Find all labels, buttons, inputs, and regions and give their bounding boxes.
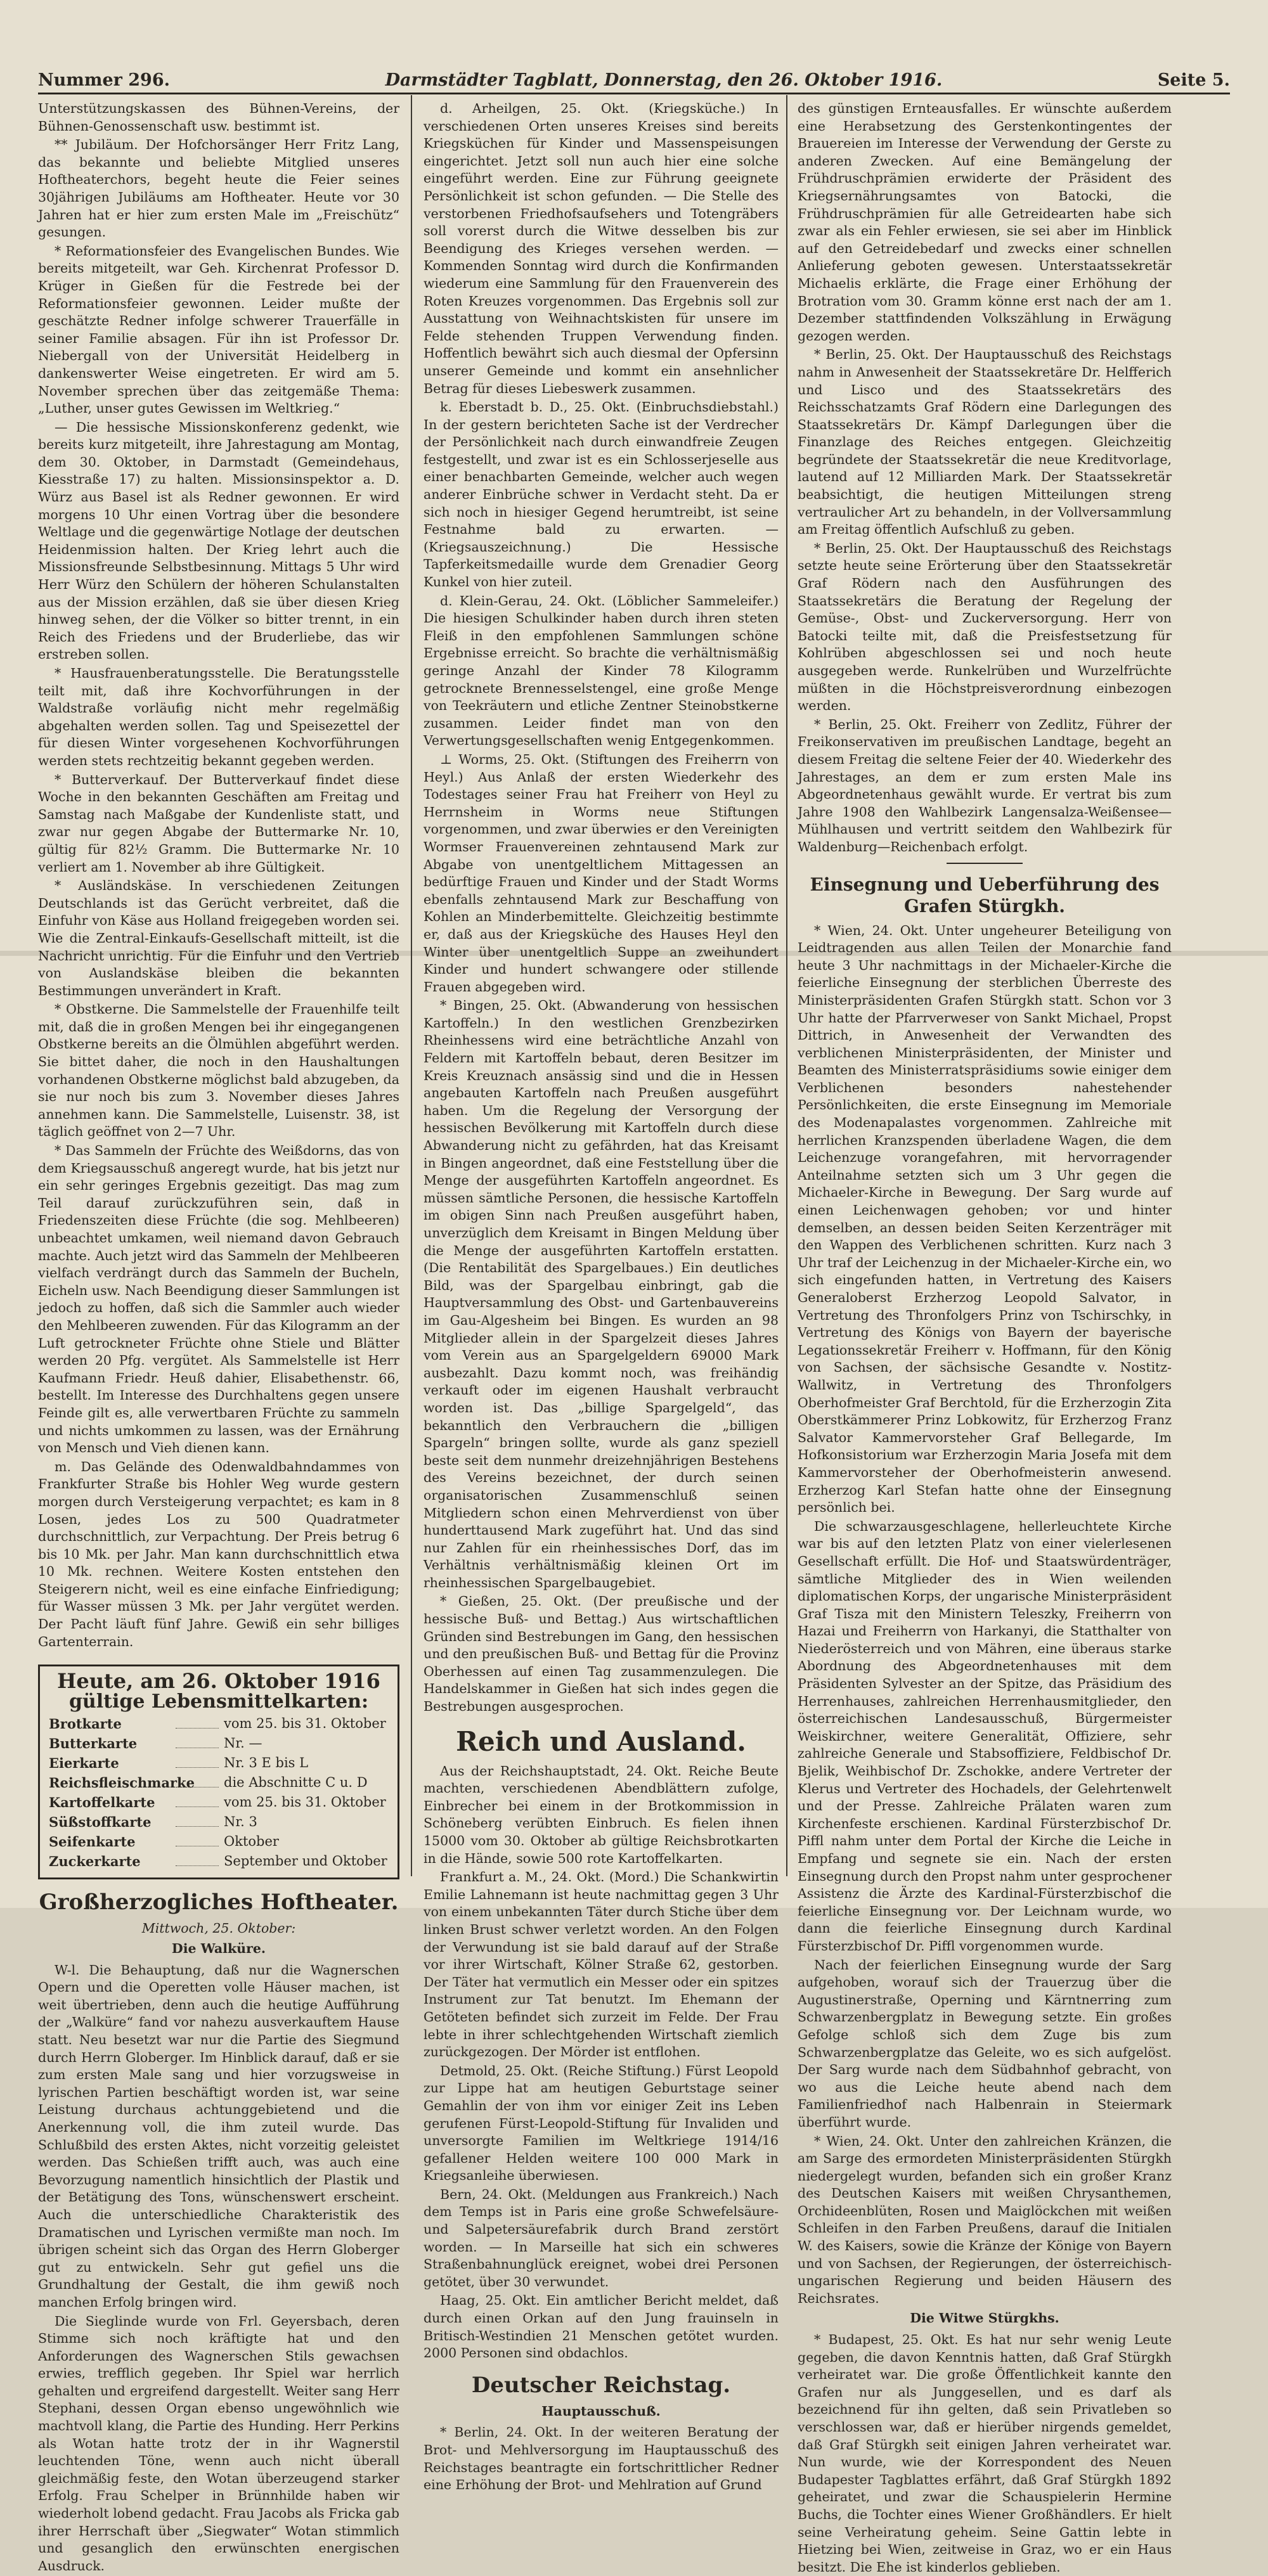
column-divider [411, 95, 412, 1876]
ration-card-name: Zuckerkarte [49, 1853, 141, 1870]
article-berlin: * Berlin, 25. Okt. Der Hauptausschuß des Reichstags nahm in Anwesenheit der Staatssekretäre Dr. Helfferich und Lisco und des Staatssekretärs des Reichsschatzamts Graf Rödern eine Darlegungen des Staatssekretärs Dr. Kämpf Darlegungen über die Finanzlage des Reiches entgegen. Gleichzeitig begründete der Staatssekretär die neue Kreditvorlage, lautend auf 12 Milliarden Mark. Der Staatssekretär beabsichtigt, die heutigen Mitteilungen streng vertraulicher Art zu behandeln, in der Vollversammlung am Freitag öffentlich Aufschluß zu geben. [798, 347, 1172, 538]
article-reichshauptstadt: Aus der Reichshauptstadt, 24. Okt. Reiche Beute machten, verschiedenen Abendblättern zufolge, Einbrecher bei einem in der Brotkommission in Schöneberg verübten Einbruch. Es fielen ihnen 15000 vom 30. Oktober ab gültige Reichsbrotkarten in die Hände, sowie 500 rote Kartoffelkarten. [424, 1763, 779, 1866]
ration-cards-box [38, 1665, 399, 1879]
section-heading-reichstag: Deutscher Reichstag. [471, 2372, 731, 2398]
ration-card-name: Süßstoffkarte [49, 1814, 152, 1831]
section-heading-reich: Reich und Ausland. [456, 1725, 746, 1757]
theater-play-title: Die Walküre. [171, 1941, 266, 1957]
ration-row [49, 1753, 389, 1773]
column-3 [798, 100, 1172, 2575]
masthead-title: Darmstädter Tagblatt, Donnerstag, den 26. Oktober 1916. [385, 70, 943, 90]
ration-row [49, 1812, 389, 1832]
article-text: Unterstützungskassen des Bühnen-Vereins, der Bühnen-Genossenschaft usw. bestimmt ist. [38, 101, 399, 134]
issue-number: Nummer 296. [38, 70, 171, 90]
article-jubilaeum: ** Jubiläum. Der Hofchorsänger Herr Fritz Lang, das bekannte und beliebte Mitglied unseres Hoftheaterchors, begeht heute die Feier seines 30jährigen Jubiläums am Hoftheater. Heute vor 30 Jahren hat er hier zum ersten Male im „Freischütz“ gesungen. [38, 137, 399, 240]
article-klein-gerau: d. Klein-Gerau, 24. Okt. (Löblicher Sammeleifer.) Die hiesigen Schulkinder haben durch ihren steten Fleiß in den empfohlenen Sammlungen schöne Ergebnisse erreicht. So brachte die verhältnismäßig geringe Anzahl der Kinder 78 Kilogramm getrocknete Brennesselstengel, eine große Menge von Teekräutern und etliche Zentner Steinobstkerne zusammen. Leider findet man von den Verwertungsgesellschaften wenig Entgegenkommen. [424, 593, 779, 749]
article-auslandskaese: * Ausländskäse. In verschiedenen Zeitungen Deutschlands ist das Gerücht verbreitet, daß die Einfuhr von Käse aus Holland freigegeben worden sei. Wie die Zentral-Einkaufs-Gesellschaft mitteilt, ist die Nachricht unrichtig. Für die Einfuhr und den Vertrieb von Auslandskäse bleiben die bekannten Bestimmungen unverändert in Kraft. [38, 878, 399, 998]
ration-row [49, 1773, 389, 1793]
article-wien: Nach der feierlichen Einsegnung wurde der Sarg aufgehoben, worauf sich der Trauerzug über die Augustinerstraße, Operning und Kärntnerring zum Schwarzenbergplatz in Bewegung setzte. Ein großes Gefolge schloß sich dem Zuge bis zum Schwarzenbergplatze das Geleite, wo es sich aufgelöst. Der Sarg wurde nach dem Südbahnhof gebracht, von wo aus die Leiche heute abend nach dem Familienfriedhof nach Halbenrain in Steiermark überführt wurde. [798, 1957, 1172, 2130]
subsection-hauptausschuss: Hauptausschuß. [541, 2403, 661, 2419]
ration-card-validity: vom 25. bis 31. Oktober [224, 1716, 386, 1732]
ration-card-validity: September und Oktober [224, 1853, 387, 1869]
ration-card-validity: vom 25. bis 31. Oktober [224, 1794, 386, 1810]
ration-row [49, 1832, 389, 1852]
ration-box-title: Heute, am 26. Oktober 1916 [57, 1669, 380, 1694]
article-wien: * Wien, 24. Okt. Unter den zahlreichen Kränzen, die am Sarge des ermordeten Ministerpräsidenten Stürgkh niedergelegt wurden, befanden sich ein großer Kranz des Deutschen Kaisers mit weißen Chrysanthemen, Orchideenblüten, Rosen und Maiglöckchen mit weißen Schleifen in den Farben Preußens, darauf die Initialen W. des Kaisers, sowie die Kränze der Könige von Bayern und von Sachsen, der Regierungen, der österreichisch-ungarischen Regierung und beiden Häusern des Reichsrates. [798, 2133, 1172, 2306]
dotted-leader [176, 1753, 219, 1768]
article-budapest: * Budapest, 25. Okt. Es hat nur sehr wenig Leute gegeben, die davon Kenntnis hatten, daß Graf Stürgkh verheiratet war. Die große Öffentlichkeit kannte den Grafen nur als Junggesellen, und es darf als bezeichnend für ihn gelten, daß sein Privatleben so verschlossen war, daß er hierüber nirgends gemeldet, daß Graf Stürgkh seit einigen Jahren verheiratet war. Nun wurde, wie der Korrespondent des Neuen Budapester Tagblattes erfährt, daß Graf Stürgkh 1892 geheiratet, und zwar die Schauspielerin Hermine Buchs, die Tochter eines Wiener Großhändlers. Er hielt seine Verheiratung geheim. Seine Gattin lebte in Hietzing bei Wien, zeitweise in Graz, wo er ein Haus besitzt. Die Ehe ist kinderlos geblieben. [798, 2332, 1172, 2575]
ration-row [49, 1793, 389, 1812]
ration-card-validity: Nr. — [224, 1736, 262, 1751]
ration-card-validity: Oktober [224, 1834, 279, 1850]
article-berlin: * Berlin, 25. Okt. Freiherr von Zedlitz, Führer der Freikonservativen im preußischen Landtage, begeht an diesem Freitag die seltene Feier der 40. Wiederkehr des Jahrestages, an dem er zum ersten Male ins Abgeordnetenhaus gewählt wurde. Er vertrat bis zum Jahre 1908 den Wahlbezirk Langensalza-Weißensee—Mühlhausen und vertritt seitdem den Wahlbezirk für Waldenburg—Reichenbach erfolgt. [798, 716, 1172, 854]
theater-date: Mittwoch, 25. Oktober: [141, 1921, 296, 1936]
ration-card-validity: Nr. 3 E bis L [224, 1755, 309, 1771]
column-1 [38, 100, 399, 2573]
column-divider [786, 95, 787, 1876]
article-hausfrauen: * Hausfrauenberatungsstelle. Die Beratungsstelle teilt mit, daß ihre Kochvorführungen in der Waldstraße vorläufig nicht mehr regelmäßig abgehalten werden sollen. Tag und Speisezettel der für diesen Winter vorgesehenen Kochvorführungen werden stets rechtzeitig bekannt gegeben werden. [38, 666, 399, 768]
ration-card-name: Brotkarte [49, 1716, 122, 1732]
dotted-leader [176, 1852, 219, 1866]
ration-card-validity: die Abschnitte C u. D [224, 1775, 368, 1791]
dotted-leader [176, 1773, 219, 1787]
article-berlin: * Berlin, 25. Okt. Der Hauptausschuß des Reichstags setzte heute seine Erörterung über den Staatssekretär Graf Rödern nach den Ausführungen des Staatssekretärs die Beratung der Regelung der Gemüse-, Obst- und Zuckerversorgung. Herr von Batocki teilte mit, daß die Preisfestsetzung für Kohlrüben abgeschlossen sei und noch heute ausgegeben werde. Runkelrüben und Wurzelfrüchte müßten in die Höchstpreisverordnung einbezogen werden. [798, 540, 1172, 714]
article-weissdorn: * Das Sammeln der Früchte des Weißdorns, das von dem Kriegsausschuß angeregt wurde, hat bis jetzt nur ein sehr geringes Ergebnis gezeitigt. Das mag zum Teil darauf zurückzuführen sein, daß in Friedenszeiten diese Früchte (die sog. Mehlbeeren) unbeachtet umkamen, weil niemand davon Gebrauch machte. Auch jetzt wird das Sammeln der Mehlbeeren vielfach verdrängt durch das Sammeln der Bucheln, Eicheln usw. Nach Beendigung dieser Sammlungen ist jedoch zu hoffen, daß sich die Sammler auch wieder den Mehlbeeren zuwenden. Für das Kilogramm an der Luft getrockneter Früchte ohne Stiele und Blätter werden 20 Pfg. vergütet. Als Sammelstelle ist Herr Kaufmann Friedr. Heuß dahier, Elisabethenstr. 66, bestellt. Im Interesse des Durchhaltens gegen unsere Feinde gilt es, alle verwertbaren Früchte zu sammeln und nichts umkommen zu lassen, was der Ernährung von Mensch und Vieh dienen kann. [38, 1143, 399, 1456]
ration-card-validity: Nr. 3 [224, 1814, 257, 1830]
dotted-leader [176, 1832, 219, 1846]
subsection-witwe: Die Witwe Stürgkhs. [910, 2310, 1059, 2326]
section-heading-einsegnung: Einsegnung und Ueberführung des Grafen Stürgkh. [810, 873, 1160, 917]
ration-card-name: Butterkarte [49, 1736, 138, 1752]
dotted-leader [176, 1734, 219, 1748]
ration-row [49, 1852, 389, 1871]
ration-card-name: Seifenkarte [49, 1834, 136, 1850]
ration-row [49, 1734, 389, 1753]
article-wien: Die schwarzausgeschlagene, hellerleuchtete Kirche war bis auf den letzten Platz von einer vielerlesenen Gesellschaft erfüllt. Die Hof- und Staatswürdenträger, sämtliche Mitglieder des in Wien weilenden diplomatischen Korps, der ungarische Ministerpräsident Graf Tisza mit den Ministern Teleszky, Freiherrn von Hazai und Freiherrn von Harkanyi, die Statthalter von Niederösterreich und von Mähren, eine überaus starke Abordnung des Abgeordnetenhauses mit dem Präsidenten Sylvester an der Spitze, das Präsidium des Herrenhauses, zahlreichen Herrenhausmitglieder, den österreichischen Landesausschuß, Bürgermeister Weiskirchner, weitere Generalität, Offiziere, sehr zahlreiche Generale und Stabsoffiziere, Feldbischof Dr. Bjelik, Weihbischof Dr. Zschokke, andere Vertreter der Klerus und Vertreter des Hochadels, der Gelehrtenwelt und der Presse. Zahlreiche Prälaten waren zum Kirchenfeste erschienen. Kardinal Fürsterzbischof Dr. Piffl nahm unter dem Portal der Kirche die Leiche in Empfang und segnete sie ein. Nach der ersten Einsegnung durch den Propst nahm unter gesprochener Assistenz die Ärzte des Kardinal-Fürsterzbischof die feierliche Einsegnung vor. Der Leichnam wurde, wo dann die feierliche Einsegnung durch Kardinal Fürsterzbischof Dr. Piffl vorgenommen wurde. [798, 1518, 1172, 1954]
ration-card-name: Reichsfleischmarke [49, 1775, 195, 1791]
section-rule [947, 863, 1023, 864]
ration-card-name: Kartoffelkarte [49, 1794, 155, 1811]
page-number: Seite 5. [1157, 70, 1230, 90]
article-butterverkauf: * Butterverkauf. Der Butterverkauf findet diese Woche in den bekannten Geschäften am Freitag und Samstag nach Maßgabe der Kundenliste statt, und zwar nur gegen Abgabe der Buttermarke Nr. 10, gültig für 82½ Gramm. Die Buttermarke Nr. 10 verliert am 1. November ab ihre Gültigkeit. [38, 771, 399, 875]
article-eberstadt: k. Eberstadt b. D., 25. Okt. (Einbruchsdiebstahl.) In der gestern berichteten Sache ist der Verdrecher der Persönlichkeit nach durch einwandfreie Zeugen festgestellt, und zwar ist es ein Schlosserjeselle aus einer benachbarten Gemeinde, welcher auch wegen anderer Einbrüche schwer in Verdacht steht. Da er sich noch in hiesiger Gegend herumtreibt, ist seine Festnahme bald zu erwarten. — (Kriegsauszeichnung.) Die Hessische Tapferkeitsmedaille wurde dem Grenadier Georg Kunkel von hier zuteil. [424, 399, 779, 590]
article-bahndamm: m. Das Gelände des Odenwaldbahndammes von Frankfurter Straße bis Hohler Weg wurde gestern morgen durch Versteigerung verpachtet; es kam in 8 Losen, jedes Los zu 500 Quadratmeter durchschnittlich, zur Verpachtung. Der Preis betrug 6 bis 10 Mk. per Jahr. Man kann durchschnittlich etwa 10 Mk. rechnen. Weitere Kosten entstehen den Steigerern nicht, weil es eine einfache Einfriedigung; für Wasser müssen 3 Mk. per Jahr vergütet werden. Der Pacht läuft fünf Jahre. Gewiß ein sehr billiges Gartenterrain. [38, 1459, 399, 1649]
article-berlin: * Berlin, 24. Okt. In der weiteren Beratung der Brot- und Mehlversorgung im Hauptausschuß des Reichstages beantragte ein fortschrittlicher Redner eine Erhöhung der Brot- und Mehlration auf Grund [424, 2425, 779, 2493]
dotted-leader [176, 1812, 219, 1827]
ration-box-subtitle: gültige Lebensmittelkarten: [68, 1690, 369, 1713]
page-header [38, 62, 1230, 90]
review-text: Die Sieglinde wurde von Frl. Geyersbach, deren Stimme sich noch kräftigte hat und den Anforderungen des Wagnerschen Stils gewachsen erwies, trefflich gegeben. Ihr Spiel war herrlich gehalten und ergreifend dargestellt. Weiter sang Herr Stephani, dessen Organ ebenso ungewöhnlich wie machtvoll klang, die Partie des Hunding. Herr Perkins als Wotan hatte trotz der in ihr Wagnerstil leuchtenden Töne, wenn auch nicht überall gleichmäßig feste, den Wotan überzeugend starker Erfolg. Frau Schelper in Brünnhilde haben wir wiederholt lobend gedacht. Frau Jacobs als Fricka gab ihrer Herrschaft über „Siegwater“ Wotan stimmlich und gesanglich den erwünschten energischen Ausdruck. [38, 2313, 399, 2573]
article-haag: Haag, 25. Okt. Ein amtlicher Bericht meldet, daß durch einen Orkan auf den Jung frauinseln in Britisch-Westindien 21 Menschen getötet wurden. 2000 Personen sind obdachlos. [424, 2293, 779, 2361]
header-rule [38, 93, 1230, 94]
section-heading-theater: Großherzogliches Hoftheater. [39, 1890, 399, 1916]
review-text: W-l. Die Behauptung, daß nur die Wagnerschen Opern und die Operetten volle Häuser machen, ist weit übertrieben, denn auch die heutige Aufführung der „Walküre“ fand vor nahezu ausverkauftem Hause statt. Neu besetzt war nur die Partie des Siegmund durch Herrn Globerger. Im Hinblick darauf, daß er sie zum ersten Male sang und hier vorzugsweise in lyrischen Partien beschäftigt worden ist, war seine Leistung durchaus achtunggebietend und die Anerkennung voll, die ihm zuteil wurde. Das Schlußbild des ersten Aktes, nicht vorzeitig geleistet werden. Das Schießen trifft auch, was auch eine Bevorzugung namentlich hinsichtlich der Plastik und der Betätigung des Tons, wünschenswert erscheint. Auch die unterschiedliche Charakteristik des Dramatischen und Lyrischen vermißte man noch. Im übrigen scheint sich das Organ des Herrn Globerger gut zu entwickeln. Sehr gut gefiel uns die Grundhaltung der Gestalt, die ihm gewiß noch manchen Erfolg bringen wird. [38, 1962, 399, 2310]
article-wien: * Wien, 24. Okt. Unter ungeheurer Beteiligung von Leidtragenden aus allen Teilen der Monarchie fand heute 3 Uhr nachmittags in der Michaeler-Kirche die feierliche Einsegnung der sterblichen Überreste des Ministerpräsidenten Grafen Stürgkh statt. Schon vor 3 Uhr hatte der Pfarrverweser von Sankt Michael, Propst Dittrich, in Anwesenheit der Verwandten des verblichenen Ministerpräsidenten, der Minister und Beamten des Ministerratspräsidiums sowie einiger dem Verblichenen besonders nahestehender Persönlichkeiten, die erste Einsegnung im Memoriale des Modenapalastes vorgenommen. Zahlreiche mit herrlichen Kranzspenden überladene Wagen, die dem Leichenzuge vorangefahren, mit hervorragender Anteilnahme setzten sich um 3 Uhr gegen die Michaeler-Kirche in Bewegung. Der Sarg wurde auf einen Leichenwagen gehoben; vor und hinter demselben, an dessen beiden Seiten Kerzenträger mit den Wappen des Verblichenen schritten. Kurz nach 3 Uhr traf der Leichenzug in der Michaeler-Kirche ein, wo sich eingefunden hatten, in Vertretung des Kaisers Generaloberst Erzherzog Leopold Salvator, in Vertretung des Thronfolgers Prinz von Tschirschky, in Vertretung des Königs von Bayern der bayerische Legationssekretär Freiherr v. Hoffmann, für den König von Sachsen, der sächsische Gesandte v. Nostitz-Wallwitz, in Vertretung des Thronfolgers Oberhofmeister Graf Berchtold, für die Erzherzogin Zita Oberstkämmerer Prinz Lobkowitz, für Erzherzog Franz Salvator Kammervorsteher Graf Bellegarde, Im Hofkonsistorium war Erzherzogin Maria Josefa mit dem Kammervorsteher der Oberhofmeisterin anwesend. Erzherzog Karl Stefan hatte ohne der Einsegnung persönlich bei. [798, 922, 1172, 1516]
ration-row [49, 1714, 389, 1734]
article-frankfurt: Frankfurt a. M., 24. Okt. (Mord.) Die Schankwirtin Emilie Lahnemann ist heute nachmittag gegen 3 Uhr von einem unbekannten Täter durch Stiche über dem linken Brust schwer verletzt worden. An den Folgen der Verwundung ist sie bald darauf auf der Straße vor ihrer Wirtschaft, Kölner Straße 62, gestorben. Der Täter hat vermutlich ein Messer oder ein spitzes Instrument zur Tat benutzt. Im Ehemann der Getöteten befindet sich zurzeit im Felde. Der Frau lebte in ihrer schlechtgehenden Wirtschaft ziemlich zurückgezogen. Der Mörder ist entflohen. [424, 1869, 779, 2060]
article-obstkerne: * Obstkerne. Die Sammelstelle der Frauenhilfe teilt mit, daß die in großen Mengen bei ihr eingegangenen Obstkerne bereits an die Ölmühlen abgeführt werden. Sie bittet daher, die noch in den Haushaltungen vorhandenen Obstkerne möglichst bald abzugeben, da sie nur noch bis zum 3. November dieses Jahres annehmen kann. Die Sammelstelle, Luisenstr. 38, ist täglich geöffnet von 2—7 Uhr. [38, 1001, 399, 1140]
article-giessen: * Gießen, 25. Okt. (Der preußische und der hessische Buß- und Bettag.) Aus wirtschaftlichen Gründen sind Bestrebungen im Gang, den hessischen und den preußischen Buß- und Bettag für die Provinz Oberhessen auf einen Tag zusammenzulegen. Die Handelskammer in Gießen hat sich indes gegen die Bestrebungen ausgesprochen. [424, 1594, 779, 1715]
column-2 [424, 100, 779, 2493]
article-reformationsfeier: * Reformationsfeier des Evangelischen Bundes. Wie bereits mitgeteilt, war Geh. Kirchenrat Professor D. Krüger in Gießen für die Festrede bei der Reformationsfeier gewonnen. Leider mußte der geschätzte Redner infolge schwerer Trauerfälle in seiner Familie absagen. Für ihn ist Professor Dr. Niebergall von der Universität Heidelberg in dankenswerter Weise eingetreten. Er wird am 5. November sprechen über das zeitgemäße Thema: „Luther, unser gutes Gewissen im Weltkrieg.“ [38, 243, 399, 416]
article-arheilgen: d. Arheilgen, 25. Okt. (Kriegsküche.) In verschiedenen Orten unseres Kreises sind bereits Kriegsküchen für Kinder und Massenspeisungen eingerichtet. Jetzt soll nun auch hier eine solche eingeführt werden. Eine zur Führung geeignete Persönlichkeit ist schon gefunden. — Die Stelle des verstorbenen Friedhofsaufsehers und Totengräbers soll vorerst durch die Witwe desselben bis zur Beendigung des Krieges versehen werden. — Kommenden Sonntag wird durch die Konfirmanden wiederum eine Sammlung für den Frauenverein des Roten Kreuzes vorgenommen. Das Ergebnis soll zur Ausstattung von Weihnachtskisten für unsere im Felde stehenden Truppen Verwendung finden. Hoffentlich bewährt sich auch diesmal der Opfersinn unserer Gemeinde und kommt ein ansehnlicher Betrag für dieses Liebeswerk zusammen. [424, 101, 779, 396]
article-worms: ⊥ Worms, 25. Okt. (Stiftungen des Freiherrn von Heyl.) Aus Anlaß der ersten Wiederkehr des Todestages seiner Frau hat Freiherr von Heyl zu Herrnsheim in Worms neue Stiftungen vorgenommen, und zwar überwies er den Vereinigten Wormser Frauenvereinen zehntausend Mark zur Abgabe von unentgeltlichem Mittagessen an bedürftige Frauen und Kinder und der Stadt Worms ebenfalls zehntausend Mark zur Beschaffung von Kohlen an Minderbemittelte. Gleichzeitig bestimmte er, daß aus der Kriegsküche des Hauses Heyl den Winter über unentgeltlich Suppe an zweihundert Kinder und hundert schwangere oder stillende Frauen abgegeben wird. [424, 751, 779, 995]
article-bern: Bern, 24. Okt. (Meldungen aus Frankreich.) Nach dem Temps ist in Paris eine große Schwefelsäure- und Salpetersäurefabrik durch Brand zerstört worden. — In Marseille hat sich ein schweres Straßenbahnunglück ereignet, wobei drei Personen getötet, über 30 verwundet. [424, 2186, 779, 2289]
article-detmold: Detmold, 25. Okt. (Reiche Stiftung.) Fürst Leopold zur Lippe hat am heutigen Geburtstage seiner Gemahlin der von ihm vor einiger Zeit ins Leben gerufenen Fürst-Leopold-Stiftung für Invaliden und unversorgte Familien im Weltkriege 1914/16 gefallener Helden weitere 100 000 Mark in Kriegsanleihe überwiesen. [424, 2063, 779, 2184]
dotted-leader [176, 1793, 219, 1807]
article-continuation: des günstigen Ernteausfalles. Er wünschte außerdem eine Herabsetzung des Gerstenkontingentes der Brauereien im Interesse der Verwendung der Gerste zu anderen Zwecken. Auf eine Bemängelung der Frühdruschprämien erwiderte der Präsident des Kriegsernährungsamtes von Batocki, die Frühdruschprämien für alle Getreidearten habe sich zwar als ein Fehler erwiesen, sie sei aber im Hinblick auf den Getreidebedarf und zwecks einer schnellen Anlieferung geboten gewesen. Unterstaatssekretär Michaelis erklärte, die Frage einer Erhöhung der Brotration vom 30. Gramm könne erst nach der am 1. Dezember stattfindenden Volkszählung in Erwägung gezogen werden. [798, 101, 1172, 344]
article-bingen: * Bingen, 25. Okt. (Abwanderung von hessischen Kartoffeln.) In den westlichen Grenzbezirken Rheinhessens wird eine beträchtliche Anzahl von Feldern mit Kartoffeln bebaut, deren Besitzer im Kreis Kreuznach ansässig sind und die in Hessen angebauten Kartoffeln nach Preußen ausgeführt haben. Um die Regelung der Versorgung der hessischen Bevölkerung mit Kartoffeln durch diese Abwanderung nicht zu gefährden, hat das Kreisamt in Bingen angeordnet, daß eine Feststellung über die Menge der ausgeführten Kartoffeln angeordnet. Es müssen sämtliche Personen, die hessische Kartoffeln im obigen Sinn nach Preußen ausgeführt haben, unverzüglich dem Kreisamt in Bingen Meldung über die Menge der ausgeführten Kartoffeln erstatten. (Die Rentabilität des Spargelbaues.) Ein deutliches Bild, was der Spargelbau einbringt, gab die Hauptversammlung des Obst- und Gartenbauvereins im Gau-Algesheim bei Bingen. Es wurden an 98 Mitglieder allein in der Spargelzeit dieses Jahres vom Verein aus an Spargelgeldern 69000 Mark ausbezahlt. Dazu kommt noch, was freihändig verkauft oder im eigenen Haushalt verbraucht worden ist. Das „billige Spargelgeld“, das bekanntlich den Verbrauchern die „billigen Spargeln“ bringen sollte, wurde als ganz speziell beste seit dem nunmehr dreizehnjährigen Bestehens des Vereins bezeichnet, der durch seinen organisatorischen Zusammenschluß seinen Mitgliedern schon einen Mehrverdienst von über hunderttausend Mark zugeführt hat. Und das sind nur Zahlen für ein rheinhessisches Dorf, das im Verhältnis verhältnismäßig kleinen Ort im rheinhessischen Spargelbaugebiet. [424, 998, 779, 1590]
ration-card-name: Eierkarte [49, 1755, 119, 1772]
dotted-leader [176, 1714, 219, 1729]
article-missionskonferenz: — Die hessische Missionskonferenz gedenkt, wie bereits kurz mitgeteilt, ihre Jahrestagung am Montag, dem 30. Oktober, in Darmstadt (Gemeindehaus, Kiesstraße 17) zu halten. Missionsinspektor a. D. Würz aus Basel ist als Redner gewonnen. Er wird morgens 10 Uhr einen Vortrag über die besondere Weltlage und die gegenwärtige Notlage der deutschen Heidenmission halten. Der Krieg lehrt auch die Missionsfreunde Selbstbesinnung. Mittags 5 Uhr wird Herr Würz den Schülern der höheren Schulanstalten aus der Mission erzählen, daß sie über diesen Krieg hinweg sehen, der die Völker so bitter trennt, in ein Reich des Friedens und der Bruderliebe, das wir erstreben sollen. [38, 419, 399, 662]
